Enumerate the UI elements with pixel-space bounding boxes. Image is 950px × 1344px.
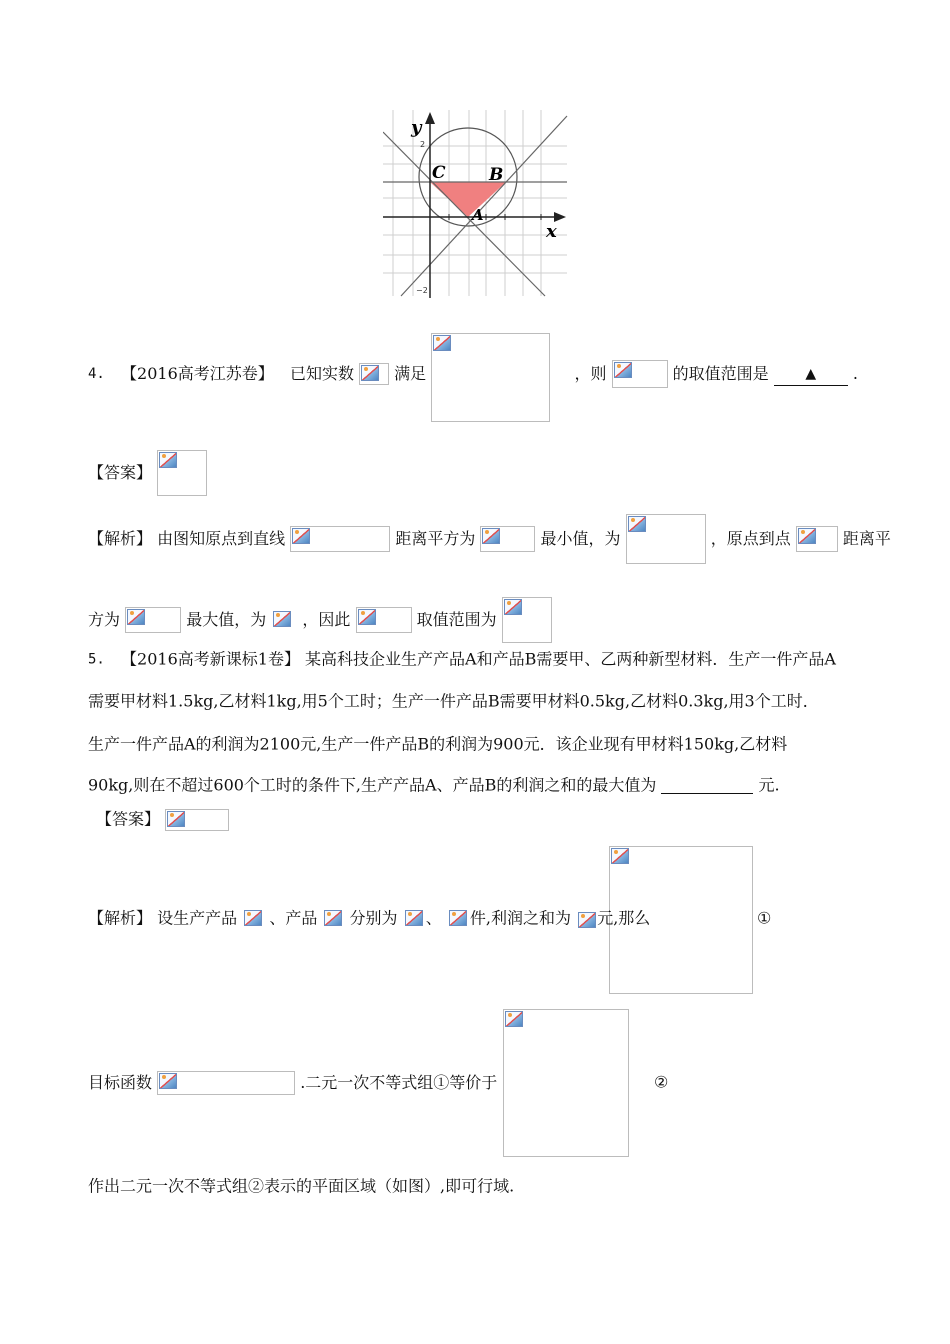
q4-distance-squared-image bbox=[480, 526, 535, 552]
feasible-region-graph bbox=[383, 110, 568, 298]
q5-answer-image bbox=[165, 809, 229, 831]
q5-line1 bbox=[88, 648, 836, 671]
q5-circle-1-line bbox=[757, 907, 771, 930]
q4-answer-line bbox=[88, 450, 207, 496]
q5-analysis-label: 【解析】 bbox=[88, 908, 153, 928]
q4-analysis-text2: 距离平方为 bbox=[395, 529, 476, 548]
q5-target-text: .二元一次不等式组①等价于 bbox=[300, 1073, 498, 1092]
axis-x-label: x bbox=[546, 221, 557, 242]
q4-formula-xy bbox=[359, 363, 389, 385]
point-a-label: A bbox=[472, 206, 484, 224]
q5-analysis-text2: 、产品 bbox=[269, 908, 318, 928]
q5-line3 bbox=[88, 733, 787, 756]
q4-analysis-text4: ，原点到点 bbox=[710, 529, 791, 548]
q5-analysis-text4: 、 bbox=[425, 908, 442, 928]
q5-answer-blank bbox=[661, 777, 753, 794]
q4-analysis-text5: 距离平 bbox=[842, 529, 891, 548]
q5-circle-1: ① bbox=[757, 908, 772, 928]
q4-distance-image-2 bbox=[125, 607, 181, 633]
q5-var-y-image-2 bbox=[447, 908, 465, 930]
q5-var-y-image bbox=[322, 908, 344, 930]
q4-source: 【2016高考江苏卷】 bbox=[121, 364, 274, 383]
q4-answer-blank bbox=[774, 362, 848, 386]
q4-analysis-text3: 最小值，为 bbox=[540, 529, 621, 548]
q4-analysis-label: 【解析】 bbox=[88, 529, 153, 548]
q4-analysis-line1 bbox=[88, 514, 891, 564]
q5-analysis-line2 bbox=[88, 1071, 497, 1095]
q4-answer-image bbox=[157, 450, 207, 496]
q4-range-image bbox=[502, 597, 552, 643]
point-b-label: B bbox=[489, 165, 504, 185]
q5-var-x-image bbox=[242, 908, 264, 930]
q4-analysis-text8: ，因此 bbox=[302, 610, 351, 629]
q4-line-equation-image bbox=[290, 526, 390, 552]
q5-last-text: 作出二元一次不等式组②表示的平面区域（如图）,即可行域. bbox=[88, 1176, 515, 1196]
q4-expression-image-2 bbox=[356, 607, 412, 633]
triangle-mark: ▲ bbox=[805, 366, 817, 382]
q5-analysis-text3: 分别为 bbox=[349, 908, 398, 928]
q4-max-value-image bbox=[271, 609, 297, 631]
q4-point-image bbox=[796, 526, 838, 552]
axis-y-label: y bbox=[411, 117, 422, 138]
q4-text2: 满足 bbox=[394, 364, 427, 383]
q4-answer-label: 【答案】 bbox=[88, 463, 153, 482]
q5-answer-label: 【答案】 bbox=[96, 809, 161, 829]
q5-analysis-text5: 件,利润之和为 bbox=[469, 908, 572, 928]
q5-target-label: 目标函数 bbox=[88, 1073, 153, 1092]
q4-analysis-text6: 方为 bbox=[88, 610, 121, 629]
q5-analysis-line3 bbox=[88, 1175, 514, 1198]
q5-circle-2-line bbox=[654, 1071, 668, 1094]
line-pos-slope bbox=[401, 116, 567, 296]
q4-analysis-text7: 最大值，为 bbox=[186, 610, 267, 629]
q4-end: . bbox=[852, 364, 858, 383]
q5-circle-2: ② bbox=[654, 1072, 669, 1092]
line-neg-slope bbox=[383, 132, 545, 296]
q5-text-line3: 生产一件产品A的利润为2100元,生产一件产品B的利润为900元．该企业现有甲材料150kg,乙材料 bbox=[88, 734, 788, 754]
q5-line2 bbox=[88, 690, 819, 713]
y-axis-arrow bbox=[425, 112, 435, 124]
q5-source: 【2016高考新课标1卷】 bbox=[121, 649, 300, 669]
q5-constraint-system-image-2 bbox=[503, 1009, 629, 1157]
q5-text-line2: 需要甲材料1.5kg,乙材料1kg,用5个工时；生产一件产品B需要甲材料0.5kg,乙材料0.3kg,用3个工时． bbox=[88, 691, 819, 711]
q4-text3: ，则 bbox=[574, 364, 607, 383]
point-c-label: C bbox=[432, 163, 446, 183]
q5-text-line4: 90kg,则在不超过600个工时的条件下,生产产品A、产品B的利润之和的最大值为 bbox=[88, 775, 657, 795]
q4-question-line bbox=[88, 360, 858, 388]
q5-var-x-image-2 bbox=[403, 908, 421, 930]
q4-expression-image bbox=[612, 360, 668, 388]
q4-analysis-line2 bbox=[88, 597, 552, 643]
tick-label-bottom: −2 bbox=[416, 286, 428, 295]
q4-analysis-text9: 取值范围为 bbox=[416, 610, 497, 629]
q5-analysis-line1 bbox=[88, 907, 650, 930]
q4-analysis-text1: 由图知原点到直线 bbox=[157, 529, 286, 548]
q5-text-line1: 某高科技企业生产产品A和产品B需要甲、乙两种新型材料．生产一件产品A bbox=[305, 649, 836, 669]
q5-analysis-text1: 设生产产品 bbox=[157, 908, 238, 928]
q5-objective-function-image bbox=[157, 1071, 295, 1095]
tick-label-top: 2 bbox=[420, 140, 426, 149]
q4-constraint-system-image bbox=[431, 333, 550, 422]
q4-number: 4. bbox=[88, 366, 105, 382]
q5-analysis-text6: 元,那么 bbox=[597, 908, 651, 928]
q4-min-value-image bbox=[626, 514, 706, 564]
q5-var-z-image bbox=[576, 910, 592, 928]
q5-number: 5. bbox=[88, 651, 105, 668]
q5-line4 bbox=[88, 774, 780, 797]
shaded-region bbox=[430, 182, 506, 217]
q4-text4: 的取值范围是 bbox=[672, 364, 769, 383]
q5-text-line4-end: 元. bbox=[758, 775, 780, 795]
q5-answer-line bbox=[96, 808, 229, 831]
q4-text1: 已知实数 bbox=[289, 364, 354, 383]
